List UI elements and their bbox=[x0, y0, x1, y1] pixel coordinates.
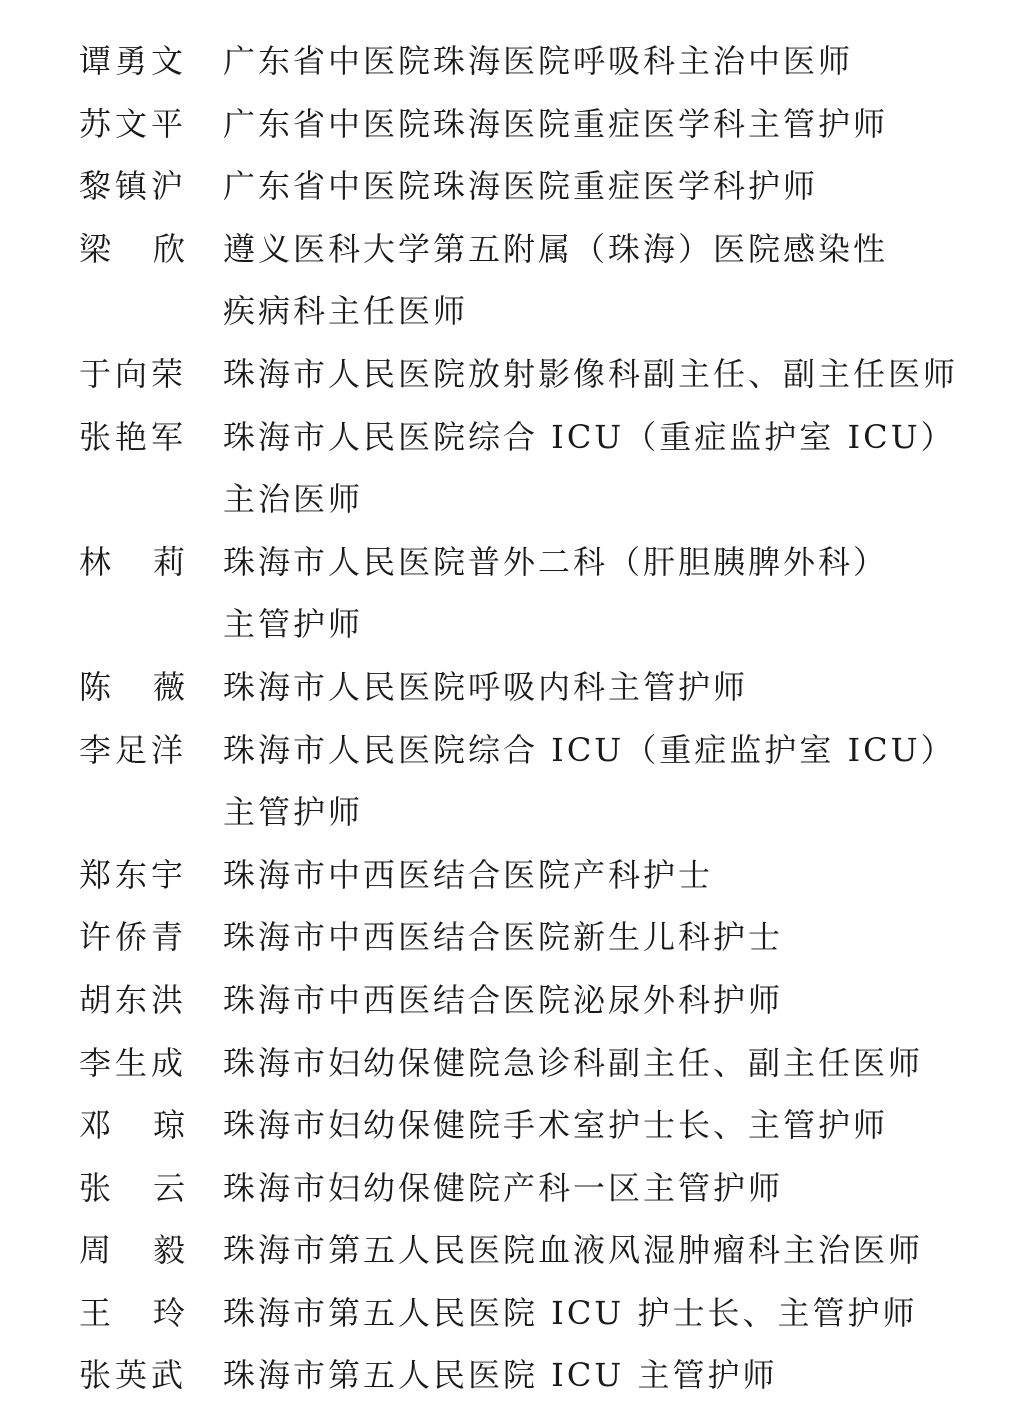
person-affiliation bbox=[223, 906, 959, 969]
person-affiliation bbox=[223, 406, 959, 531]
list-item bbox=[79, 93, 959, 156]
affiliation-line: 主管护师 bbox=[223, 793, 364, 832]
person-affiliation bbox=[223, 531, 959, 656]
name-char: 周 bbox=[79, 1231, 112, 1270]
person-name: 谭勇文 bbox=[79, 42, 188, 80]
name-char: 薇 bbox=[152, 667, 185, 706]
name-char: 欣 bbox=[152, 229, 185, 268]
person-name bbox=[79, 1094, 185, 1157]
list-item bbox=[79, 969, 959, 1032]
list-item bbox=[79, 218, 959, 343]
affiliation-line: 珠海市人民医院普外二科（肝胆胰脾外科） bbox=[223, 542, 889, 581]
list-item bbox=[79, 155, 959, 218]
affiliation-line: 珠海市妇幼保健院急诊科副主任、副主任医师 bbox=[223, 1043, 924, 1082]
affiliation-line: 广东省中医院珠海医院重症医学科主管护师 bbox=[223, 104, 889, 143]
affiliation-line: 珠海市人民医院综合 ICU（重症监护室 ICU） bbox=[223, 730, 956, 769]
list-item bbox=[79, 1032, 959, 1095]
affiliation-line: 珠海市人民医院综合 ICU（重症监护室 ICU） bbox=[223, 417, 956, 456]
list-item bbox=[79, 531, 959, 656]
person-name: 于向荣 bbox=[79, 354, 188, 393]
affiliation-line: 珠海市中西医结合医院产科护士 bbox=[223, 855, 714, 894]
name-char: 云 bbox=[152, 1168, 185, 1207]
list-item bbox=[79, 906, 959, 969]
person-name: 李生成 bbox=[79, 1043, 188, 1082]
person-name bbox=[79, 1282, 185, 1345]
person-name bbox=[79, 218, 185, 281]
person-affiliation bbox=[223, 969, 959, 1032]
name-char: 玲 bbox=[152, 1293, 185, 1332]
affiliation-line: 主治医师 bbox=[223, 480, 364, 519]
person-name bbox=[79, 1157, 185, 1220]
person-affiliation bbox=[223, 844, 959, 907]
person-name bbox=[79, 1219, 185, 1282]
affiliation-line: 珠海市第五人民医院 ICU 护士长、主管护师 bbox=[223, 1293, 918, 1332]
person-name: 张艳军 bbox=[79, 417, 188, 456]
person-affiliation bbox=[223, 1219, 959, 1282]
person-affiliation bbox=[223, 1282, 959, 1345]
personnel-list bbox=[79, 30, 959, 1407]
list-item bbox=[79, 406, 959, 531]
list-item bbox=[79, 1219, 959, 1282]
list-item bbox=[79, 1094, 959, 1157]
person-affiliation bbox=[223, 30, 959, 93]
person-affiliation bbox=[223, 155, 959, 218]
list-item bbox=[79, 1344, 959, 1407]
list-item bbox=[79, 1157, 959, 1220]
name-char: 琼 bbox=[152, 1106, 185, 1145]
person-name: 郑东宇 bbox=[79, 855, 188, 894]
person-name: 苏文平 bbox=[79, 104, 188, 143]
list-item bbox=[79, 343, 959, 406]
affiliation-line: 珠海市人民医院放射影像科副主任、副主任医师 bbox=[223, 354, 959, 393]
person-affiliation bbox=[223, 1344, 959, 1407]
name-char: 梁 bbox=[79, 229, 112, 268]
name-char: 陈 bbox=[79, 667, 112, 706]
person-affiliation bbox=[223, 343, 959, 406]
person-name: 张英武 bbox=[79, 1356, 188, 1395]
name-char: 王 bbox=[79, 1293, 112, 1332]
affiliation-line: 疾病科主任医师 bbox=[223, 292, 469, 331]
affiliation-line: 遵义医科大学第五附属（珠海）医院感染性 bbox=[223, 229, 889, 268]
affiliation-line: 广东省中医院珠海医院重症医学科护师 bbox=[223, 167, 819, 206]
person-name: 胡东洪 bbox=[79, 980, 188, 1019]
list-item bbox=[79, 844, 959, 907]
person-affiliation bbox=[223, 1032, 959, 1095]
affiliation-line: 珠海市中西医结合医院泌尿外科护师 bbox=[223, 980, 784, 1019]
list-item bbox=[79, 656, 959, 719]
person-name bbox=[79, 656, 185, 719]
person-name: 黎镇沪 bbox=[79, 167, 188, 206]
person-affiliation bbox=[223, 656, 959, 719]
affiliation-line: 珠海市第五人民医院 ICU 主管护师 bbox=[223, 1356, 778, 1395]
name-char: 林 bbox=[79, 542, 112, 581]
name-char: 毅 bbox=[152, 1231, 185, 1270]
affiliation-line: 珠海市中西医结合医院新生儿科护士 bbox=[223, 918, 784, 957]
person-affiliation bbox=[223, 1157, 959, 1220]
affiliation-line: 主管护师 bbox=[223, 605, 364, 644]
person-name: 许侨青 bbox=[79, 918, 188, 957]
person-affiliation bbox=[223, 218, 959, 343]
person-name: 李足洋 bbox=[79, 730, 188, 769]
affiliation-line: 珠海市人民医院呼吸内科主管护师 bbox=[223, 667, 749, 706]
affiliation-line: 珠海市妇幼保健院手术室护士长、主管护师 bbox=[223, 1106, 889, 1145]
list-item bbox=[79, 719, 959, 844]
name-char: 张 bbox=[79, 1168, 112, 1207]
name-char: 邓 bbox=[79, 1106, 112, 1145]
affiliation-line: 广东省中医院珠海医院呼吸科主治中医师 bbox=[223, 42, 854, 80]
person-affiliation bbox=[223, 93, 959, 156]
person-name bbox=[79, 531, 185, 594]
person-affiliation bbox=[223, 1094, 959, 1157]
affiliation-line: 珠海市妇幼保健院产科一区主管护师 bbox=[223, 1168, 784, 1207]
name-char: 莉 bbox=[152, 542, 185, 581]
list-item bbox=[79, 30, 959, 93]
list-item bbox=[79, 1282, 959, 1345]
affiliation-line: 珠海市第五人民医院血液风湿肿瘤科主治医师 bbox=[223, 1231, 924, 1270]
person-affiliation bbox=[223, 719, 959, 844]
